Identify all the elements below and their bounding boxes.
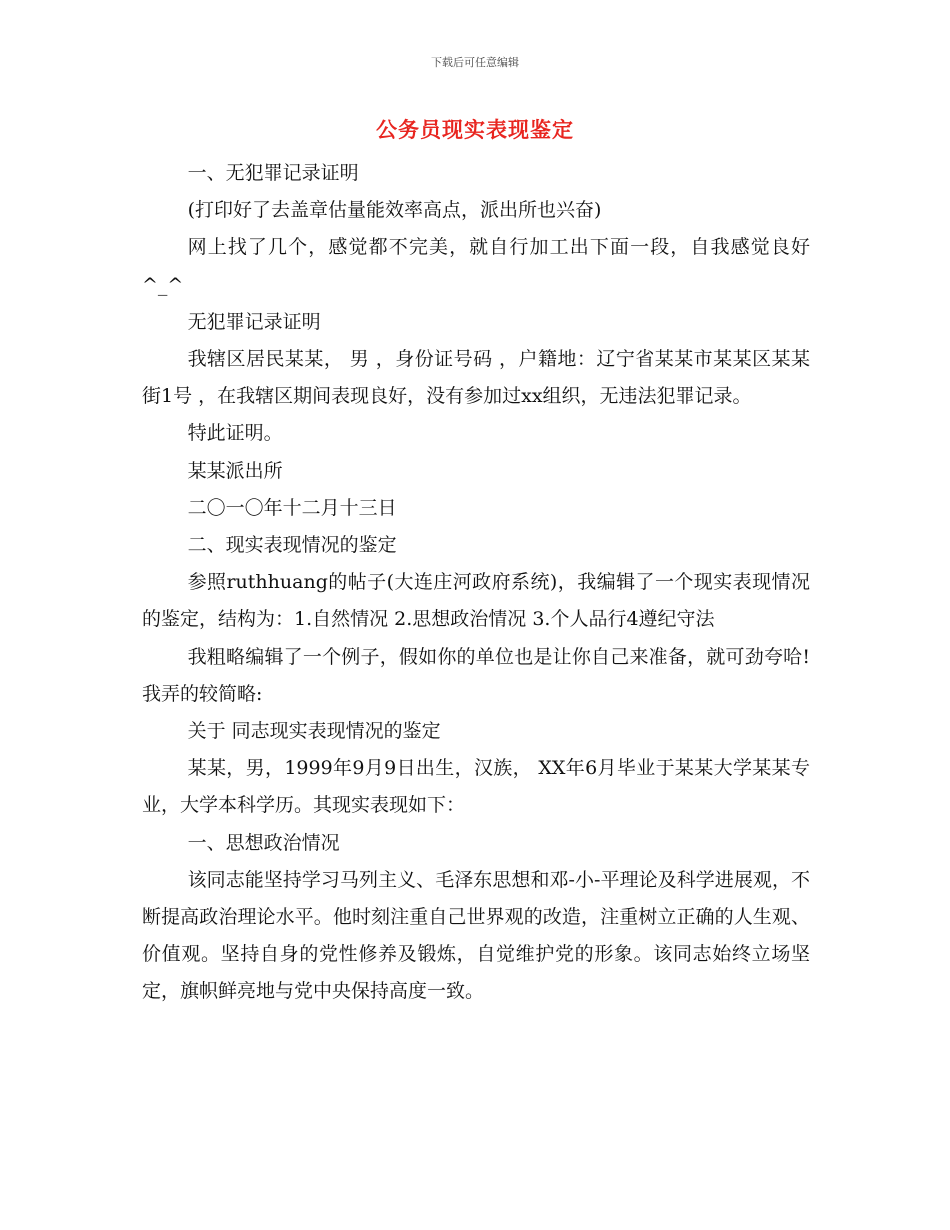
paragraph-political-body: 该同志能坚持学习马列主义、毛泽东思想和邓-小-平理论及科学进展观，不断提高政治理论水平。他时刻注重自己世界观的改造，注重树立正确的人生观、价值观。坚持自身的党性修养及锻炼，自觉维护党的形象。该同志始终立场坚定，旗帜鲜亮地与党中央保持高度一致。 (142, 868, 810, 1003)
paragraph-section-1-heading: 一、无犯罪记录证明 (187, 162, 359, 184)
paragraph-certificate-body: 我辖区居民某某， 男 ，身份证号码 ，户籍地：辽宁省某某市某某区某某街1号 ，在我辖区期间表现良好，没有参加过xx组织，无违法犯罪记录。 (142, 348, 810, 408)
document-body (142, 155, 810, 1011)
paragraph-personal-info: 某某，男，1999年9月9日出生，汉族， XX年6月毕业于某某大学某某专业，大学本科学历。其现实表现如下： (142, 757, 810, 817)
paragraph-section-2-heading: 二、现实表现情况的鉴定 (187, 534, 397, 557)
header-note: 下载后可任意编辑 (431, 56, 519, 69)
paragraph-political-heading: 一、思想政治情况 (187, 831, 340, 854)
paragraph-certificate-title: 无犯罪记录证明 (187, 310, 321, 333)
paragraph-certificate-closing: 特此证明。 (187, 422, 283, 445)
paragraph-example-intro: 我粗略编辑了一个例子，假如你的单位也是让你自己来准备，就可劲夸哈!我弄的较简略: (142, 645, 810, 705)
paragraph-reference: 参照ruthhuang的帖子(大连庄河政府系统)，我编辑了一个现实表现情况的鉴定，结构为：1.自然情况 2.思想政治情况 3.个人品行4遵纪守法 (142, 571, 810, 631)
paragraph-appraisal-title: 关于 同志现实表现情况的鉴定 (187, 720, 441, 743)
paragraph-issuer: 某某派出所 (187, 459, 283, 482)
paragraph-intro: 网上找了几个，感觉都不完美，就自行加工出下面一段，自我感觉良好 ^_^ (142, 236, 810, 296)
paragraph-date: 二〇一〇年十二月十三日 (187, 496, 397, 519)
paragraph-note: (打印好了去盖章估量能效率高点，派出所也兴奋) (187, 199, 602, 222)
document-title: 公务员现实表现鉴定 (376, 118, 574, 142)
